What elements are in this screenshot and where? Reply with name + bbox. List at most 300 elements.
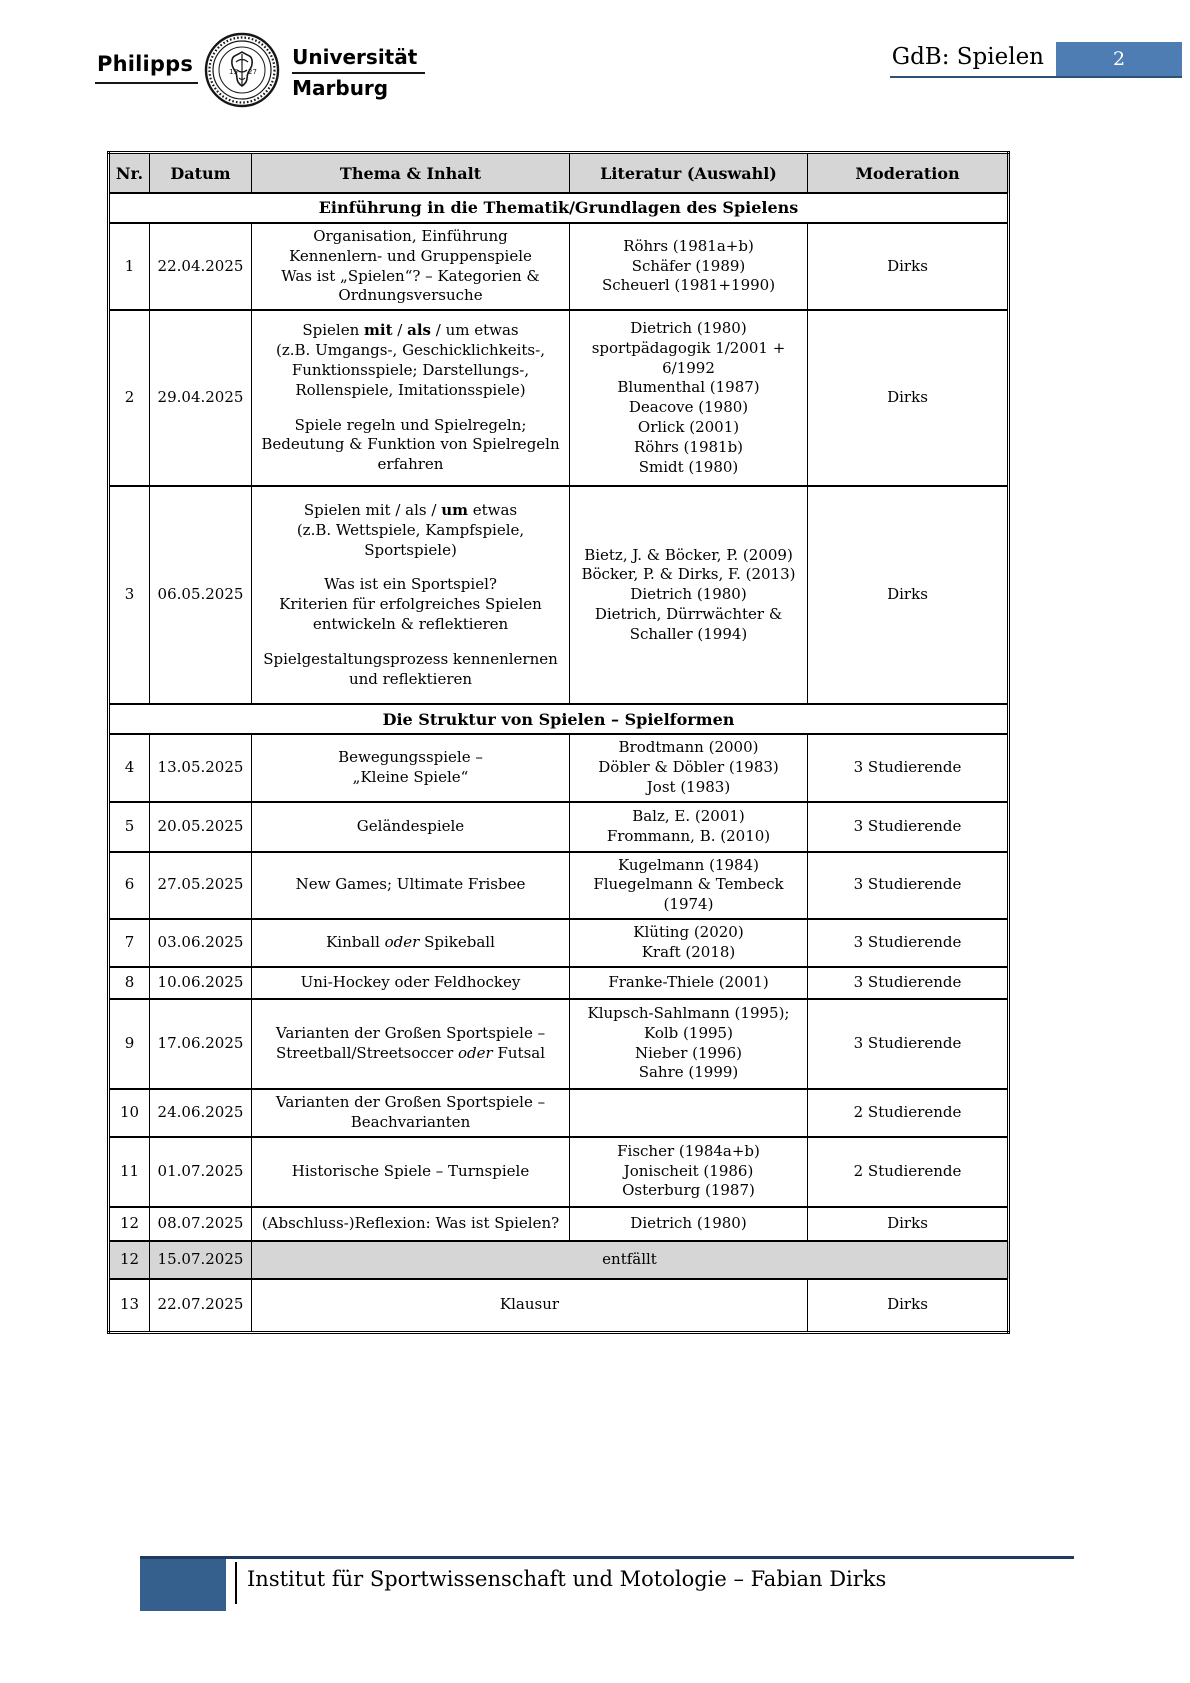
text-segment: (Abschluss-)Reflexion: Was ist Spielen? [261, 1213, 560, 1232]
running-head-title: GdB: Spielen [891, 44, 1044, 70]
text-line [156, 388, 245, 408]
logo-wordmark [292, 45, 425, 100]
page-number-badge: 2 [1056, 42, 1182, 76]
table-cell [150, 310, 252, 486]
table-cell [570, 310, 808, 486]
text-line [258, 341, 563, 400]
table-cell [252, 1207, 570, 1241]
text-line [576, 778, 801, 798]
text-segment: Einführung in die Thematik/Grundlagen des Spielens [318, 198, 799, 218]
text-line [576, 257, 801, 277]
text-segment: Frommann, B. (2010) [606, 826, 771, 845]
text-segment: Röhrs (1981b) [633, 437, 744, 456]
text-line [576, 1024, 801, 1044]
text-line [116, 257, 143, 277]
text-segment: 08.07.2025 [157, 1213, 244, 1232]
table-header [109, 153, 1009, 194]
table-cell [570, 223, 808, 310]
text-line [576, 276, 801, 296]
text-line [258, 575, 563, 595]
text-segment: 2 Studierende [853, 1102, 962, 1121]
table-cell [570, 734, 808, 801]
text-line [258, 1295, 801, 1315]
table-cell [150, 852, 252, 919]
text-line [258, 768, 563, 788]
text-line [258, 1214, 563, 1234]
text-segment: Spielgestaltungsprozess kennenlernen und reflektieren [263, 649, 558, 688]
text-segment: Kolb (1995) [644, 1023, 733, 1042]
text-segment: Franke-Thiele (2001) [608, 972, 769, 991]
table-cell [150, 486, 252, 704]
text-line [576, 1063, 801, 1083]
text-segment: 24.06.2025 [157, 1102, 244, 1121]
text-segment: Bewegungsspiele – [338, 748, 483, 767]
text-segment: 12 [119, 1213, 140, 1232]
table-cell [808, 310, 1009, 486]
text-segment: Kriterien für erfolgreiches Spielen entwickeln & reflektieren [279, 595, 542, 633]
text-line [576, 546, 801, 566]
text-segment: Jost (1983) [646, 777, 731, 796]
text-line [116, 973, 143, 993]
table-cell [570, 1207, 808, 1241]
text-line [576, 1044, 801, 1064]
text-line [576, 923, 801, 943]
text-segment: „Kleine Spiele“ [352, 767, 469, 786]
text-line [116, 817, 143, 837]
text-line [116, 1034, 143, 1054]
section-row [109, 704, 1009, 734]
table-cell [109, 704, 1009, 734]
text-line [258, 1093, 563, 1113]
running-head [890, 42, 1182, 78]
text-line [814, 1103, 1001, 1123]
table-cell [109, 1137, 150, 1207]
table-cell [109, 223, 150, 310]
table-cell [150, 1279, 252, 1333]
text-segment: Osterburg (1987) [622, 1181, 755, 1200]
table-cell [808, 486, 1009, 704]
text-segment: oder [384, 932, 420, 951]
text-line [258, 933, 563, 953]
table-cell [808, 1207, 1009, 1241]
table-cell [808, 223, 1009, 310]
section-row [109, 193, 1009, 223]
text-segment: Klüting (2020) [633, 922, 744, 941]
text-line [116, 388, 143, 408]
table-row [109, 1241, 1009, 1279]
text-line [258, 748, 563, 768]
text-segment: Spiele regeln und Spielregeln; Bedeutung & Funktion von Spielregeln erfahren [261, 415, 560, 474]
text-segment: (z.B. Umgangs-, Geschicklichkeits-, Funktionsspiele; Darstellungs-, Rollenspiele, Imitationsspiele) [276, 341, 545, 399]
text-line [576, 1142, 801, 1162]
text-line [116, 1162, 143, 1182]
text-segment: 01.07.2025 [157, 1161, 244, 1180]
text-segment: 3 Studierende [853, 932, 962, 951]
table-row [109, 802, 1009, 852]
table-cell [150, 967, 252, 999]
text-segment: 27.05.2025 [157, 875, 244, 894]
text-segment: 11 [119, 1161, 140, 1180]
table-cell [252, 1279, 808, 1333]
university-logo [95, 32, 425, 112]
text-segment: 9 [124, 1033, 135, 1052]
table-cell [570, 1137, 808, 1207]
table-cell [570, 919, 808, 967]
text-segment: 3 [124, 585, 135, 604]
text-line [576, 418, 801, 438]
text-line [156, 933, 245, 953]
text-line [156, 585, 245, 605]
table-cell [570, 486, 808, 704]
table-cell [109, 852, 150, 919]
text-segment: Streetball/Streetsoccer [275, 1043, 459, 1062]
text-line [814, 388, 1001, 408]
table-cell [109, 802, 150, 852]
text-segment: Was ist ein Sportspiel? [324, 575, 497, 594]
text-line [156, 875, 245, 895]
text-segment: Dietrich (1980) [630, 319, 747, 337]
text-line [258, 501, 563, 521]
text-segment: Klausur [499, 1295, 560, 1314]
text-line [116, 1103, 143, 1123]
text-line [814, 257, 1001, 277]
table-row [109, 919, 1009, 967]
text-segment: Brodtmann (2000) [618, 738, 759, 757]
text-segment: Dirks [887, 388, 928, 407]
text-line [258, 595, 563, 635]
text-line [258, 1024, 563, 1044]
text-line [258, 1250, 1001, 1270]
text-segment: 3 Studierende [853, 757, 962, 776]
table-cell [109, 1089, 150, 1137]
table-row [109, 1137, 1009, 1207]
text-segment: 5 [124, 816, 135, 835]
text-segment: 1 [124, 256, 135, 275]
table-cell [808, 1279, 1009, 1333]
text-segment: Orlick (2001) [637, 417, 740, 436]
table-cell [252, 999, 570, 1089]
text-line [116, 1250, 143, 1270]
text-segment: Dietrich, Dürrwächter & Schaller (1994) [594, 605, 783, 643]
table-cell [109, 1207, 150, 1241]
text-line [576, 827, 801, 847]
text-segment: 10.06.2025 [157, 972, 244, 991]
seal-year-left: 15 [229, 68, 239, 76]
text-segment: Geländespiele [356, 816, 465, 835]
table-cell [150, 1089, 252, 1137]
text-segment: 06.05.2025 [157, 585, 244, 604]
text-line [116, 933, 143, 953]
text-segment: Dirks [887, 1295, 928, 1314]
text-segment: Bietz, J. & Böcker, P. (2009) [584, 545, 793, 564]
text-segment: 4 [124, 757, 135, 776]
text-segment: Kennenlern- und Gruppenspiele [289, 246, 532, 265]
text-line [258, 1044, 563, 1064]
text-line [576, 807, 801, 827]
table-row [109, 223, 1009, 310]
text-line [814, 817, 1001, 837]
text-line [576, 1214, 801, 1234]
text-line [576, 585, 801, 605]
text-line [116, 585, 143, 605]
text-segment: Kinball [326, 932, 385, 951]
text-line [116, 875, 143, 895]
table-cell [109, 734, 150, 801]
text-segment: 13 [119, 1295, 140, 1314]
text-segment: Dirks [887, 585, 928, 604]
text-segment: / um etwas [430, 321, 519, 340]
text-line [156, 817, 245, 837]
table-cell [109, 310, 150, 486]
table-cell [808, 967, 1009, 999]
logo-marburg-text: Marburg [292, 75, 389, 100]
text-segment: Varianten der Großen Sportspiele – [275, 1023, 546, 1042]
text-line [116, 758, 143, 778]
footer-institute-text: Institut für Sportwissenschaft und Motologie – Fabian Dirks [247, 1566, 887, 1591]
text-segment: 12 [119, 1249, 140, 1268]
text-line [576, 758, 801, 778]
text-line [258, 521, 563, 561]
text-segment: Smidt (1980) [638, 457, 739, 476]
table-row [109, 486, 1009, 704]
text-line [576, 565, 801, 585]
text-line [576, 319, 801, 339]
text-line [814, 1034, 1001, 1054]
text-line [116, 1295, 143, 1315]
text-segment: 3 Studierende [853, 972, 962, 991]
table-cell [808, 734, 1009, 801]
text-line [576, 398, 801, 418]
text-segment: mit [364, 321, 393, 340]
text-segment: 7 [124, 932, 135, 951]
text-segment: Jonischeit (1986) [623, 1161, 754, 1180]
text-segment: Spikeball [419, 932, 495, 951]
text-segment: Fischer (1984a+b) [617, 1141, 760, 1160]
text-line [258, 875, 563, 895]
table-cell [252, 919, 570, 967]
text-segment: Historische Spiele – Turnspiele [291, 1161, 530, 1180]
table-row [109, 734, 1009, 801]
table-body [109, 193, 1009, 1333]
text-segment: 22.04.2025 [157, 256, 244, 275]
text-segment: 2 Studierende [853, 1161, 962, 1180]
table-cell [252, 852, 570, 919]
text-segment: Scheuerl (1981+1990) [601, 276, 776, 295]
text-segment: 2 [124, 388, 135, 407]
table-cell [252, 1241, 1009, 1279]
text-segment: Beachvarianten [350, 1112, 471, 1131]
text-segment: Was ist „Spielen“? – Kategorien & Ordnungsversuche [281, 266, 540, 305]
table-cell [808, 1089, 1009, 1137]
table-cell [109, 919, 150, 967]
text-segment: / [392, 321, 408, 340]
text-line [258, 973, 563, 993]
text-line [814, 758, 1001, 778]
table-header-row [109, 153, 1009, 194]
text-segment: Dirks [887, 1213, 928, 1232]
footer-divider [235, 1562, 237, 1604]
table-row [109, 967, 1009, 999]
table-row [109, 1207, 1009, 1241]
table-cell [252, 486, 570, 704]
footer-blue-square [140, 1559, 226, 1611]
text-segment: Blumenthal (1987) [617, 378, 760, 397]
table-row [109, 1279, 1009, 1333]
text-segment: Klupsch-Sahlmann (1995); [587, 1003, 790, 1022]
text-line [258, 650, 563, 690]
text-line [576, 237, 801, 257]
text-segment: Spielen mit / als / [303, 501, 442, 519]
logo-universitaet-text: Universität [292, 45, 425, 74]
text-line [814, 933, 1001, 953]
column-header: Literatur (Auswahl) [570, 153, 808, 194]
text-segment: Nieber (1996) [634, 1043, 743, 1062]
text-line [116, 709, 1001, 730]
text-segment: Schäfer (1989) [631, 256, 746, 275]
table-cell [570, 999, 808, 1089]
table-cell [150, 1241, 252, 1279]
text-segment: Dietrich (1980) [630, 585, 747, 604]
text-line [258, 560, 563, 575]
table-cell [570, 1089, 808, 1137]
text-segment: Balz, E. (2001) [632, 806, 745, 825]
text-line [258, 227, 563, 247]
text-segment: 8 [124, 972, 135, 991]
text-segment: 20.05.2025 [157, 816, 244, 835]
text-line [156, 1162, 245, 1182]
text-segment: 22.07.2025 [157, 1295, 244, 1314]
table-cell [150, 734, 252, 801]
table-cell [808, 1137, 1009, 1207]
text-segment: als [407, 321, 431, 340]
footer-body [140, 1559, 1074, 1611]
logo-philipps-text: Philipps [95, 52, 198, 84]
text-line [258, 401, 563, 416]
text-line [156, 1214, 245, 1234]
text-line [156, 1250, 245, 1270]
column-header: Datum [150, 153, 252, 194]
text-segment: 10 [119, 1102, 140, 1121]
text-line [814, 875, 1001, 895]
text-segment: 13.05.2025 [157, 757, 244, 776]
text-segment: etwas [467, 501, 518, 519]
seal-year-right: 27 [248, 68, 258, 76]
text-segment: 03.06.2025 [157, 932, 244, 951]
text-line [576, 973, 801, 993]
table-row [109, 999, 1009, 1089]
text-line [258, 267, 563, 307]
text-segment: Sahre (1999) [638, 1063, 739, 1082]
text-line [576, 458, 801, 478]
text-line [156, 758, 245, 778]
text-segment: Futsal [492, 1043, 546, 1062]
text-segment: Fluegelmann & Tembeck (1974) [593, 875, 784, 914]
table-cell [808, 999, 1009, 1089]
text-line [576, 1162, 801, 1182]
table-cell [252, 1137, 570, 1207]
text-segment: Varianten der Großen Sportspiele – [275, 1092, 546, 1111]
text-line [156, 257, 245, 277]
text-line [258, 321, 563, 341]
text-segment: Uni-Hockey oder Feldhockey [300, 972, 521, 991]
table-cell [808, 852, 1009, 919]
table-cell [252, 967, 570, 999]
text-line [814, 1162, 1001, 1182]
table-row [109, 852, 1009, 919]
text-line [156, 1103, 245, 1123]
text-segment: 3 Studierende [853, 875, 962, 894]
column-header: Nr. [109, 153, 150, 194]
text-segment: New Games; Ultimate Frisbee [295, 875, 526, 894]
text-line [258, 416, 563, 475]
text-line [814, 1295, 1001, 1315]
text-segment: 3 Studierende [853, 816, 962, 835]
table-cell [150, 919, 252, 967]
text-segment: 17.06.2025 [157, 1033, 244, 1052]
text-line [576, 943, 801, 963]
text-line [576, 605, 801, 645]
table-cell [570, 967, 808, 999]
text-line [116, 1214, 143, 1234]
text-segment: Deacove (1980) [628, 398, 749, 417]
table-cell [252, 802, 570, 852]
text-segment: Döbler & Döbler (1983) [598, 757, 779, 776]
text-segment: Dirks [887, 256, 928, 275]
text-line [576, 875, 801, 915]
text-segment: 15.07.2025 [157, 1249, 244, 1268]
text-line [576, 1004, 801, 1024]
text-line [576, 738, 801, 758]
text-segment: Die Struktur von Spielen – Spielformen [382, 709, 735, 729]
column-header: Thema & Inhalt [252, 153, 570, 194]
text-line [258, 1162, 563, 1182]
text-line [814, 585, 1001, 605]
text-segment: Röhrs (1981a+b) [623, 236, 754, 255]
table-cell [150, 802, 252, 852]
table-cell [808, 919, 1009, 967]
table-cell [150, 223, 252, 310]
text-line [576, 1181, 801, 1201]
table-cell [109, 1241, 150, 1279]
text-segment: 3 Studierende [853, 1033, 962, 1052]
text-line [258, 635, 563, 650]
text-line [156, 1034, 245, 1054]
text-line [258, 1113, 563, 1133]
text-segment: (z.B. Wettspiele, Kampfspiele, Sportspiele) [296, 520, 525, 559]
text-segment: um [441, 501, 468, 519]
text-segment: entfällt [602, 1249, 657, 1268]
table-row [109, 1089, 1009, 1137]
university-seal-icon [204, 32, 280, 112]
table-cell [252, 310, 570, 486]
text-line [156, 1295, 245, 1315]
table-cell [570, 852, 808, 919]
table-cell [252, 1089, 570, 1137]
text-line [576, 339, 801, 379]
text-segment: oder [458, 1043, 493, 1062]
table-cell [109, 999, 150, 1089]
text-segment: Böcker, P. & Dirks, F. (2013) [581, 565, 796, 584]
text-segment: Dietrich (1980) [630, 1213, 747, 1232]
table-cell [150, 999, 252, 1089]
text-line [576, 378, 801, 398]
text-line [814, 973, 1001, 993]
course-schedule-table [107, 151, 1010, 1334]
text-segment: 6 [124, 875, 135, 894]
text-segment: sportpädagogik 1/2001 + 6/1992 [591, 338, 786, 377]
table-row [109, 310, 1009, 486]
text-line [258, 817, 563, 837]
